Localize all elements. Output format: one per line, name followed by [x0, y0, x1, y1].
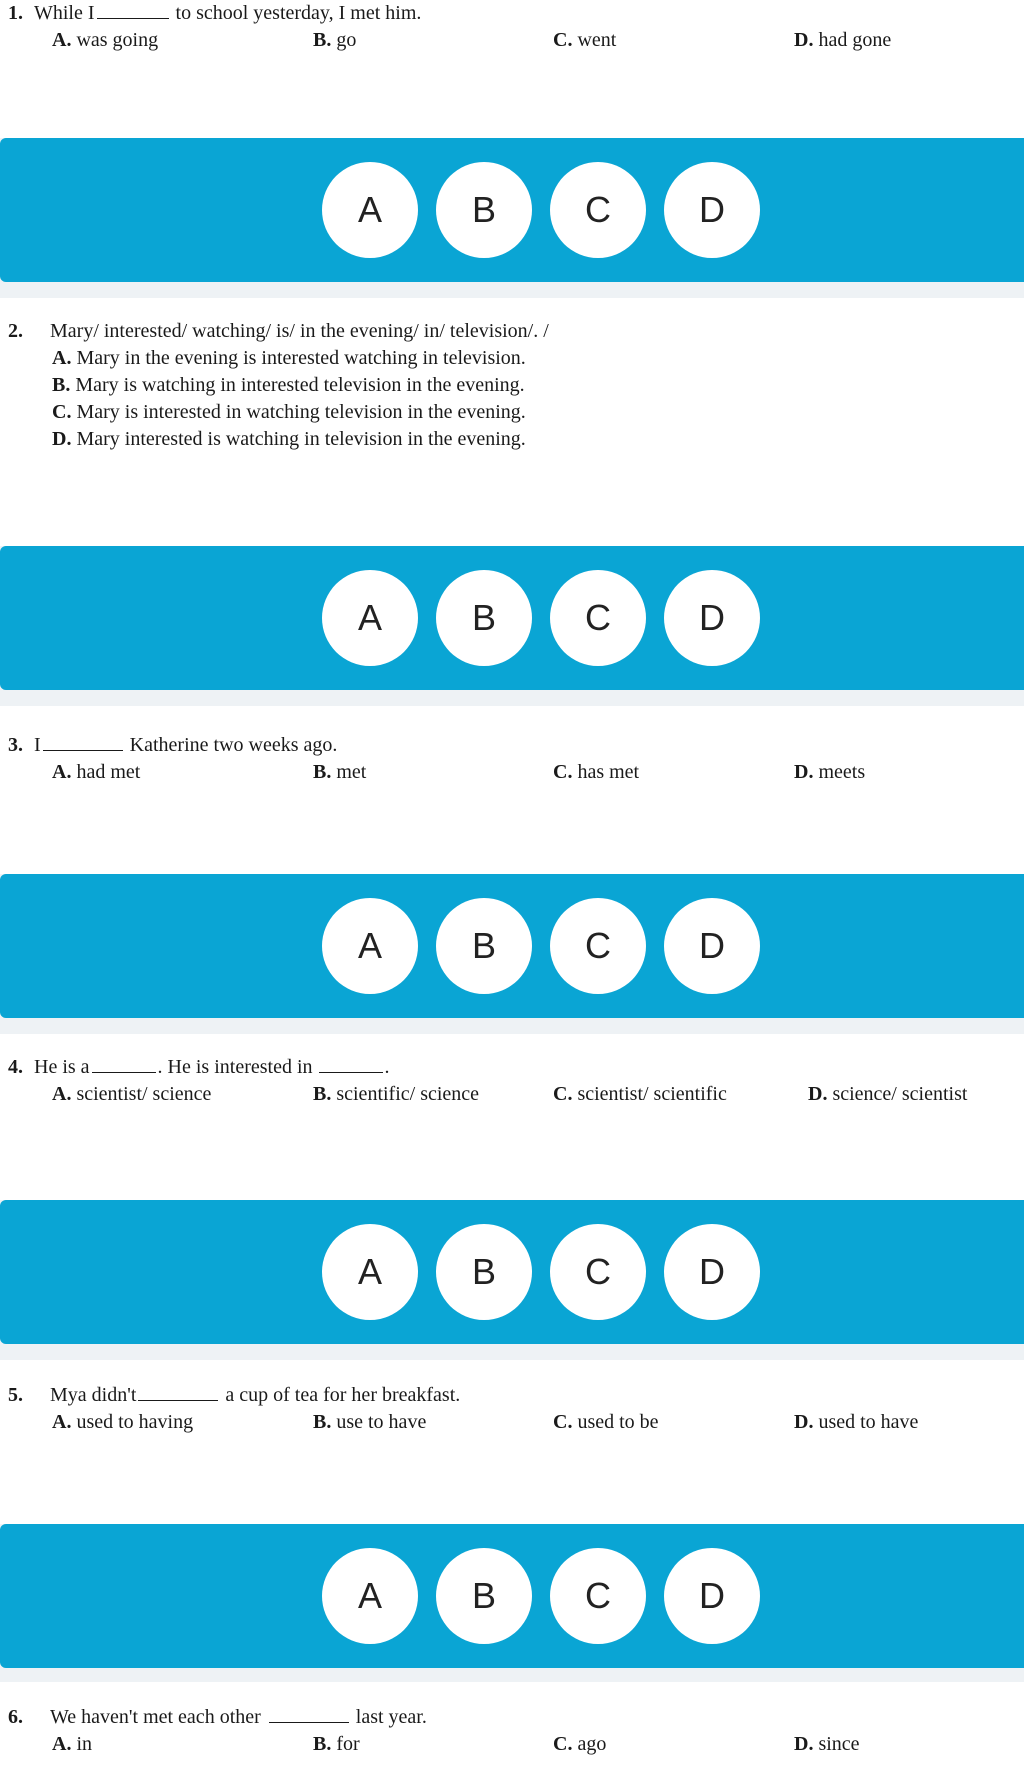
question-text: 4. He is a . He is interested in . — [8, 1054, 1024, 1081]
option-d: D. since — [794, 1733, 860, 1755]
option-d: D. Mary interested is watching in television in the evening. — [52, 428, 526, 450]
question-number: 1. — [8, 2, 23, 24]
option-a: A. in — [52, 1733, 93, 1755]
answer-button-a[interactable]: A — [322, 1224, 418, 1320]
answer-blank — [319, 1054, 383, 1073]
answer-button-d[interactable]: D — [664, 570, 760, 666]
question-card-2 — [0, 298, 1024, 546]
answer-bar-5 — [0, 1524, 1024, 1668]
answer-button-c[interactable]: C — [550, 1224, 646, 1320]
option-a: A. Mary in the evening is interested watching in television. — [52, 347, 526, 369]
question-text: 2. Mary/ interested/ watching/ is/ in the evening/ in/ television/. / — [8, 318, 1024, 345]
options-row — [8, 759, 1024, 786]
question-number: 2. — [8, 320, 23, 342]
question-number: 5. — [8, 1384, 23, 1406]
answer-button-b[interactable]: B — [436, 898, 532, 994]
question-text: 5. Mya didn't a cup of tea for her breakfast. — [8, 1382, 1024, 1409]
question-text: 3. I Katherine two weeks ago. — [8, 732, 1024, 759]
option-d: D. used to have — [794, 1411, 919, 1433]
answer-button-b[interactable]: B — [436, 1224, 532, 1320]
option-a: A. was going — [52, 29, 159, 51]
answer-button-d[interactable]: D — [664, 898, 760, 994]
answer-button-d[interactable]: D — [664, 1548, 760, 1644]
answer-blank — [269, 1704, 349, 1723]
answer-bar-3 — [0, 874, 1024, 1018]
option-b: B. use to have — [313, 1411, 427, 1433]
answer-button-c[interactable]: C — [550, 570, 646, 666]
answer-bar-1 — [0, 138, 1024, 282]
option-b: B. go — [313, 29, 357, 51]
option-b: B. met — [313, 761, 367, 783]
options-row — [8, 1731, 1024, 1758]
answer-button-a[interactable]: A — [322, 1548, 418, 1644]
answer-bar-4 — [0, 1200, 1024, 1344]
question-number: 3. — [8, 734, 23, 756]
answer-bar-2 — [0, 546, 1024, 690]
question-card-5 — [0, 1360, 1024, 1524]
option-c: C. Mary is interested in watching television in the evening. — [52, 401, 526, 423]
answer-button-b[interactable]: B — [436, 162, 532, 258]
option-a: A. used to having — [52, 1411, 194, 1433]
option-c: C. ago — [553, 1733, 607, 1755]
option-c: C. went — [553, 29, 617, 51]
question-card-6 — [0, 1682, 1024, 1777]
question-number: 4. — [8, 1056, 23, 1078]
option-b: B. for — [313, 1733, 360, 1755]
question-text: 1. While I to school yesterday, I met him. — [8, 0, 1024, 27]
option-b: B. Mary is watching in interested television in the evening. — [52, 374, 525, 396]
answer-button-c[interactable]: C — [550, 898, 646, 994]
answer-button-c[interactable]: C — [550, 1548, 646, 1644]
answer-button-d[interactable]: D — [664, 162, 760, 258]
answer-button-c[interactable]: C — [550, 162, 646, 258]
answer-button-d[interactable]: D — [664, 1224, 760, 1320]
option-b: B. scientific/ science — [313, 1083, 480, 1105]
answer-button-a[interactable]: A — [322, 898, 418, 994]
options-row — [8, 1409, 1024, 1436]
option-c: C. used to be — [553, 1411, 659, 1433]
option-c: C. has met — [553, 761, 640, 783]
question-card-4 — [0, 1034, 1024, 1200]
question-card-1 — [0, 0, 1024, 138]
answer-button-b[interactable]: B — [436, 570, 532, 666]
option-c: C. scientist/ scientific — [553, 1083, 727, 1105]
answer-button-b[interactable]: B — [436, 1548, 532, 1644]
question-text: 6. We haven't met each other last year. — [8, 1704, 1024, 1731]
answer-button-a[interactable]: A — [322, 162, 418, 258]
answer-blank — [138, 1382, 218, 1401]
option-a: A. had met — [52, 761, 141, 783]
answer-button-a[interactable]: A — [322, 570, 418, 666]
option-d: D. had gone — [794, 29, 892, 51]
answer-blank — [92, 1054, 156, 1073]
answer-blank — [43, 732, 123, 751]
option-d: D. science/ scientist — [808, 1083, 968, 1105]
answer-blank — [97, 0, 169, 19]
option-a: A. scientist/ science — [52, 1083, 212, 1105]
question-card-3 — [0, 706, 1024, 874]
options-row — [8, 27, 1024, 54]
option-d: D. meets — [794, 761, 866, 783]
question-number: 6. — [8, 1706, 23, 1728]
options-row — [8, 1081, 1024, 1108]
